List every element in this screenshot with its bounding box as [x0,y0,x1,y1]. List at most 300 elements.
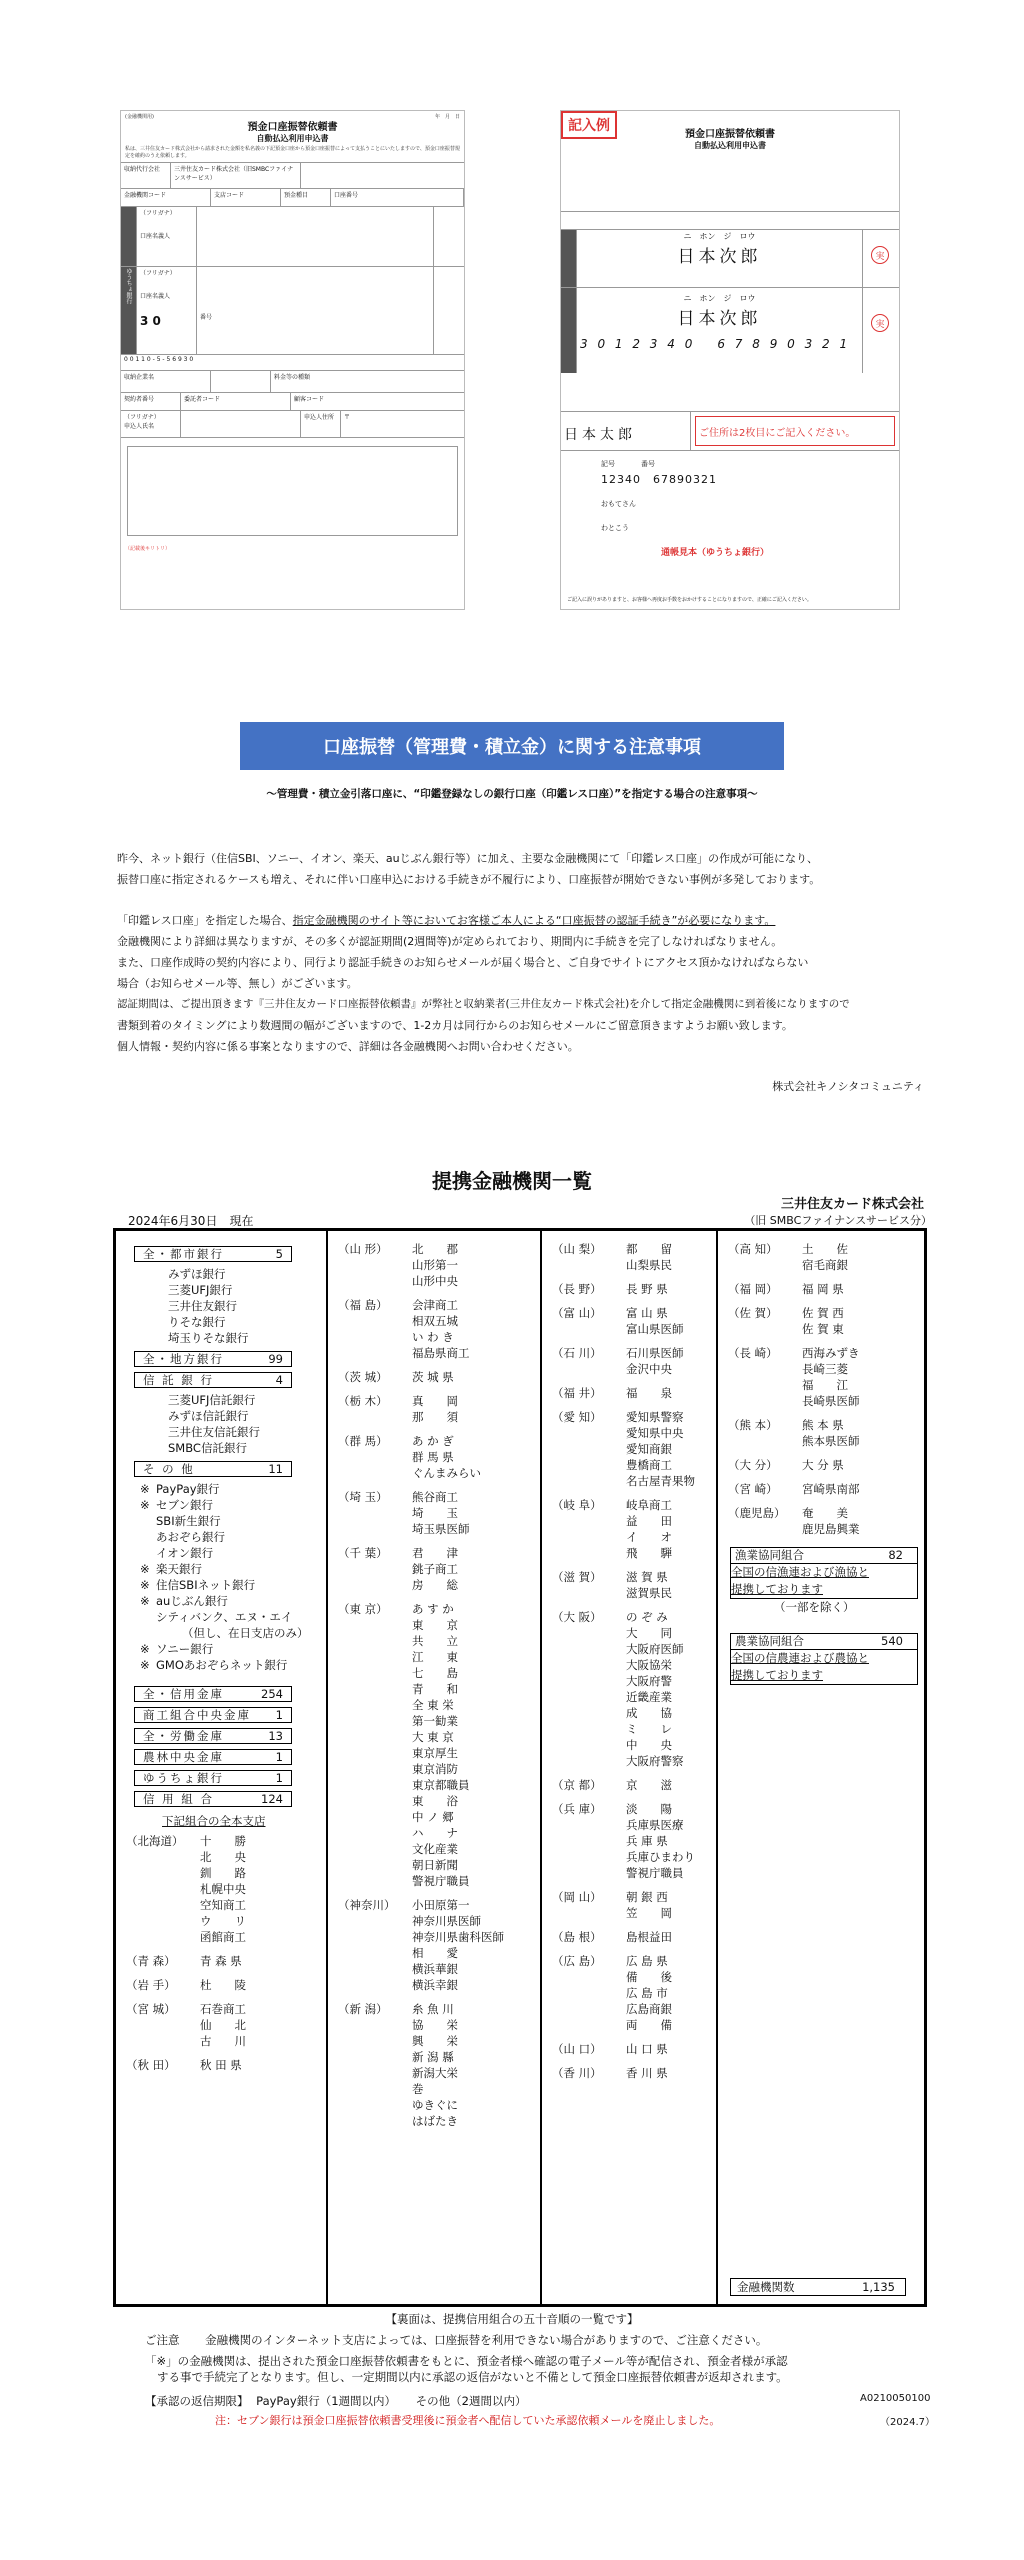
fishery-box-line: 全国の信漁連および漁協と [731,1565,869,1579]
list-item: 三菱UFJ信託銀行 [168,1393,256,1407]
institution-name: GMOあおぞらネット銀行 [156,1658,288,1672]
agri-box [730,1633,918,1685]
group-gap [328,1361,540,1369]
pref-group [328,1433,540,1481]
sample-title: 預金口座振替依頼書 [685,129,775,140]
institution-name: 住信SBIネット銀行 [156,1578,256,1592]
list-item [542,1441,716,1457]
pref-group [116,1977,326,1993]
pref-label [328,1945,412,1961]
institution-table [113,1228,927,2307]
notice-line-5: また、口座作成時の契約内容により、同行より認証手続きのお知らせメールが届く場合と、ご自身でサイトにアクセス頂かなければならない [117,956,809,969]
notice-line-3: 「印鑑レス口座」を指定した場合、指定金融機関のサイト等においてお客様ご本人による“口座振替の認証手続き”が必要になります。 [117,914,776,927]
pref-label [328,1329,412,1345]
list-item [328,1489,540,1505]
institution-name: イオン銀行 [156,1546,214,1560]
holder-label-2: 口座名義人 [140,293,171,300]
institution-name: 七 島 [412,1666,458,1680]
pref-label [328,1873,412,1889]
institution-name: 神奈川県医師 [412,1914,481,1928]
institution-name: 中 ノ 郷 [412,1810,454,1824]
rokin-box-count: 13 [268,1729,283,1743]
list-item [328,1577,540,1593]
group-gap [328,1385,540,1393]
sample-symbol: 3 0 1 2 3 4 0 [580,337,696,351]
institution-name: 広島商銀 [626,2002,672,2016]
list-item [328,1745,540,1761]
total-box [730,2278,906,2296]
pref-group [542,1241,716,1273]
pref-group [328,1297,540,1361]
institution-name: あ か ぎ [412,1434,454,1448]
group-gap [542,1601,716,1609]
kome-mark: ※ [140,1594,150,1608]
other-bank-box-label: そ の 他 [143,1462,195,1476]
pref-label [328,1313,412,1329]
pref-label [116,1849,200,1865]
pref-group [542,1385,716,1401]
direct-debit-form-blank [120,110,465,610]
list-item [542,1641,716,1657]
city-bank-box-label: 全・都市銀行 [143,1247,224,1261]
list-as-of: 2024年6月30日 現在 [128,1214,254,1228]
institution-name: 広 島 市 [626,1986,668,2000]
institution-name: 共 立 [412,1634,458,1648]
list-item [328,1409,540,1425]
pref-label: （長 崎） [728,1346,778,1360]
agri-box-count: 540 [881,1634,903,1648]
group-gap [542,1401,716,1409]
number-label: 番号 [200,314,213,321]
pref-label: （京 都） [552,1778,602,1792]
group-gap [328,1993,540,2001]
list-item [328,1505,540,1521]
pref-label: （栃 木） [338,1394,388,1408]
deadline-row [145,2393,745,2409]
pref-label [718,1361,802,1377]
pref-group [116,2057,326,2073]
institution-name: 富 山 県 [626,1306,668,1320]
list-item [542,1585,716,1601]
norin-box-count: 1 [275,1750,283,1764]
norin-box [134,1749,292,1765]
pref-label [328,2081,412,2097]
institution-name: はばたき [412,2114,458,2128]
list-item [542,1833,716,1849]
kome-mark: ※ [140,1562,150,1576]
client-code-label: 顧客コード [294,396,325,403]
list-item [542,1425,716,1441]
fishery-box-note: （一部を除く） [774,1600,855,1614]
group-gap [542,1769,716,1777]
institution-name: 横浜華銀 [412,1962,458,1976]
group-gap [542,2033,716,2041]
pref-label: （山 梨） [552,1242,602,1256]
kome-line-1: 「※」の金融機関は、提出された預金口座振替依頼書をもとに、預金者様へ確認の電子メール等が配信され、預金者様が承認 [145,2354,788,2368]
institution-name: 警視庁職員 [626,1866,684,1880]
pref-label: （長 野） [552,1282,602,1296]
list-item [542,1657,716,1673]
group-gap [542,1377,716,1385]
institution-name: 東京厚生 [412,1746,458,1760]
fishery-box-count: 82 [888,1548,903,1562]
pref-label: （東 京） [338,1602,388,1616]
institution-name: 愛知県中央 [626,1426,684,1440]
pref-group [542,1953,716,2033]
list-item [116,1561,326,1577]
pref-label [328,1793,412,1809]
pref-label [542,1673,626,1689]
list-item: みずほ信託銀行 [168,1409,249,1423]
total-label: 金融機関数 [737,2280,795,2294]
pref-label [328,1825,412,1841]
institution-name: 埼玉県医師 [412,1522,470,1536]
group-gap [542,1793,716,1801]
notice-line-7: 認証期間は、ご提出頂きます『三井住友カード口座振替依頼書』が弊社と収納業者(三井住友カード株式会社)を介して指定金融機関に到着後になりますので [117,998,850,1010]
table-column-4 [718,1231,924,2304]
list-item [116,1977,326,1993]
pref-group [328,1545,540,1593]
group-gap [116,1969,326,1977]
list-item [542,1801,716,1817]
list-item [328,2017,540,2033]
pref-label [718,1393,802,1409]
notice-company: 株式会社キノシタコミュニティ [772,1080,924,1093]
institution-name: 長 野 県 [626,1282,668,1296]
notice-line-8: 書類到着のタイミングにより数週間の幅がございますので、1-2カ月は同行からのお知らせメールにご留意頂きますようお願い致します。 [117,1019,793,1032]
pref-label: （石 川） [552,1346,602,1360]
list-item [542,1777,716,1793]
pref-group [718,1281,924,1297]
institution-name: 両 備 [626,2018,672,2032]
pref-group [542,1409,716,1489]
list-item [542,1817,716,1833]
institution-name: ゆきぐに [412,2098,458,2112]
list-item [328,2001,540,2017]
pref-label: （福 岡） [728,1282,778,1296]
pref-label [328,1465,412,1481]
institution-name: 江 東 [412,1650,458,1664]
pref-label: （山 口） [552,2042,602,2056]
group-gap [718,1409,924,1417]
pref-label [328,1961,412,1977]
pref-label: （岩 手） [126,1978,176,1992]
list-item [328,1617,540,1633]
pref-label [542,1457,626,1473]
institution-name: 東京消防 [412,1762,458,1776]
institution-name: 富山県医師 [626,1322,684,1336]
under-note: 【裏面は、提携信用組合の五十音順の一覧です】 [385,2312,639,2326]
list-item [542,1673,716,1689]
institution-name: 巻 [412,2082,424,2096]
institution-name: 神奈川県歯科医師 [412,1930,504,1944]
institution-name: 滋 賀 県 [626,1570,668,1584]
list-item [328,1465,540,1481]
list-item [116,2001,326,2017]
list-item [542,1529,716,1545]
red-note: 注：セブン銀行は預金口座振替依頼書受理後に預金者へ配信していた承認依頼メールを廃止しました。 [215,2414,721,2427]
institution-name: 備 後 [626,1970,672,1984]
list-item [116,1913,326,1929]
kome-mark: ※ [140,1578,150,1592]
list-item [116,1833,326,1849]
list-item [542,1905,716,1921]
shoko-box [134,1707,292,1723]
institution-name: 石巻商工 [200,2002,246,2016]
institution-name: PayPay銀行 [156,1482,220,1496]
institution-name: 福 泉 [626,1386,672,1400]
group-gap [718,1497,924,1505]
list-item [718,1481,924,1497]
institution-name: 大阪府警 [626,1674,672,1688]
pref-label [542,1969,626,1985]
shinkin-box [134,1686,292,1702]
group-gap [718,1273,924,1281]
other-bank-box [134,1461,292,1477]
group-gap [542,1273,716,1281]
institution-name: ハ ナ [412,1826,458,1840]
institution-name: 熊 本 県 [802,1418,844,1432]
pref-group [718,1417,924,1449]
pref-group [542,1345,716,1377]
list-item [328,1681,540,1697]
ura-label: わとこう [601,524,629,532]
pref-label [328,2097,412,2113]
institution-name: シティバンク、エヌ・エイ [156,1610,293,1624]
notice-line-4: 金融機関により詳細は異なりますが、その多くが認証期間(2週間等)が定められており、期間内に手続きを完了しなければなりません。 [117,935,783,948]
kome-mark: ※ [140,1482,150,1496]
record-number-label: 番号 [641,460,655,468]
record-value: 12340 67890321 [601,473,717,486]
list-item [718,1433,924,1449]
group-gap [718,1337,924,1345]
group-gap [542,1337,716,1345]
list-item [328,1241,540,1257]
pref-label: （香 川） [552,2066,602,2080]
pref-label [718,1257,802,1273]
notice-line-1: 昨今、ネット銀行（住信SBI、ソニー、イオン、楽天、auじぶん銀行等）に加え、主要な金融機関にて「印鑑レス口座」の作成が可能になり、 [117,852,818,865]
direct-debit-form-sample [560,110,900,610]
institution-name: ソニー銀行 [156,1642,214,1656]
norin-box-label: 農林中央金庫 [143,1750,224,1764]
total-count: 1,135 [862,2280,895,2294]
institution-name: 新潟大栄 [412,2066,458,2080]
list-item [328,1793,540,1809]
institution-name: 名古屋青果物 [626,1474,695,1488]
group-gap [718,1685,924,1693]
list-item [542,1361,716,1377]
pref-label: （熊 本） [728,1418,778,1432]
agri-box-label: 農業協同組合 [735,1634,804,1648]
list-item [718,1281,924,1297]
list-item [116,1929,326,1945]
list-item [542,1569,716,1585]
kome-note [145,2353,965,2385]
group-gap [542,1297,716,1305]
list-item [116,1577,326,1593]
holder-label: 口座名義人 [140,233,171,240]
list-item [116,1481,326,1497]
list-item [116,1641,326,1657]
pref-label: （広 島） [552,1954,602,1968]
institution-name: 朝日新聞 [412,1858,458,1872]
pref-label [116,1897,200,1913]
institution-name: 第一勧業 [412,1714,458,1728]
institution-name: 広 島 県 [626,1954,668,1968]
pref-label [328,1665,412,1681]
institution-name: 杜 陵 [200,1978,246,1992]
pref-group [718,1505,924,1537]
list-item [718,1321,924,1337]
institution-name: 山形中央 [412,1274,458,1288]
pref-label [542,1833,626,1849]
institution-name: 福 岡 県 [802,1282,844,1296]
institution-name: 東 浴 [412,1794,458,1808]
pref-label [328,1633,412,1649]
institution-name: 札幌中央 [200,1882,246,1896]
pref-label: （岡 山） [552,1890,602,1904]
sample-tag: 記入例 [561,111,617,139]
group-gap [328,1889,540,1897]
pref-label: （福 島） [338,1298,388,1312]
pref-group [542,1889,716,1921]
institution-name: 西海みずき [802,1346,860,1360]
institution-name: 熊本県医師 [802,1434,860,1448]
institution-name: 兵庫県医療 [626,1818,684,1832]
list-item [718,1417,924,1433]
list-item [718,1521,924,1537]
list-item [542,1953,716,1969]
list-item [328,1649,540,1665]
notice-line-6: 場合（お知らせメール等、無し）がございます。 [117,977,358,990]
fishery-box-line: 提携しております [731,1582,823,1596]
pref-group [718,1305,924,1337]
list-item [328,1697,540,1713]
group-gap [328,1537,540,1545]
list-item [116,2057,326,2073]
institution-name: 山梨県民 [626,1258,672,1272]
list-item [328,1713,540,1729]
pref-group [718,1481,924,1497]
institution-name: 鹿児島興業 [802,1522,860,1536]
pref-label [542,1441,626,1457]
receipt-number: 0 0 1 1 0 - 5 - 5 6 9 3 0 [124,356,194,363]
institution-name: 相双五城 [412,1314,458,1328]
institution-name: 那 須 [412,1410,458,1424]
regional-bank-box-label: 全・地方銀行 [143,1352,224,1366]
pref-label [328,1649,412,1665]
pref-label [328,2049,412,2065]
sample-holder-name: 日本次郎 [677,247,762,267]
pref-group [542,1569,716,1601]
form-footer: （記載後キリトリ） [125,546,171,552]
institution-name: 香 川 県 [626,2066,668,2080]
agri-box-line: 提携しております [731,1668,823,1682]
institution-name: ぐんまみらい [412,1466,481,1480]
institution-name: 群 馬 県 [412,1450,454,1464]
institution-name: 新 潟 縣 [412,2050,454,2064]
institution-name: 石川県医師 [626,1346,684,1360]
bank-code-label: 金融機関コード [121,189,211,206]
institution-name: 岐阜商工 [626,1498,672,1512]
list-item [328,2049,540,2065]
list-item [328,1841,540,1857]
doc-code: A0210050100 [860,2393,931,2404]
institution-name: 熊谷商工 [412,1490,458,1504]
institution-name: 銚子商工 [412,1562,458,1576]
holder-name-field[interactable] [197,207,434,266]
institution-name: 大阪府警察 [626,1754,684,1768]
regional-bank-box-count: 99 [268,1352,283,1366]
list-item [328,1961,540,1977]
institution-name: 房 総 [412,1578,458,1592]
institution-name: 横浜幸銀 [412,1978,458,1992]
institution-name: 全 東 栄 [412,1698,454,1712]
institution-name: 福 江 [802,1378,848,1392]
institution-name: の ぞ み [626,1610,668,1624]
group-gap [718,1537,924,1545]
pref-label [542,1905,626,1921]
list-item [116,1881,326,1897]
sample-holder-name-2: 日本次郎 [677,309,762,329]
list-item [328,1633,540,1649]
list-item [116,1865,326,1881]
pref-group [328,1489,540,1537]
institution-name: 島根益田 [626,1930,672,1944]
form-subtitle: 自動払込利用申込書 [256,134,329,143]
notice-intro [117,848,937,890]
pref-label [328,1977,412,1993]
list-issuer-sub: （旧 SMBCファイナンスサービス分） [744,1214,932,1227]
pref-label [328,1713,412,1729]
city-bank-box-count: 5 [275,1247,283,1261]
shinkumi-box-count: 124 [261,1792,283,1806]
institution-name: 楽天銀行 [156,1562,202,1576]
trust-bank-box-count: 4 [275,1373,283,1387]
rokin-box-label: 全・労働金庫 [143,1729,224,1743]
list-item [328,2081,540,2097]
account-number-label: 口座番号 [331,189,464,206]
pref-label [542,1817,626,1833]
list-item [542,1705,716,1721]
pref-label [328,1745,412,1761]
list-item [328,1393,540,1409]
list-item [328,1929,540,1945]
institution-name: 十 勝 [200,1834,246,1848]
kome-mark: ※ [140,1498,150,1512]
pref-label: （埼 玉） [338,1490,388,1504]
pref-label: （千 葉） [338,1546,388,1560]
list-item [542,1929,716,1945]
list-item [328,1601,540,1617]
pref-label [328,1913,412,1929]
notice-body [117,910,937,1057]
group-gap [328,2129,540,2137]
list-item [718,1377,924,1393]
list-item [542,1721,716,1737]
list-item [116,1529,326,1545]
shinkumi-box [134,1791,292,1807]
institution-name: 山 口 県 [626,2042,668,2056]
pref-label [542,1625,626,1641]
institution-name: （但し、在日支店のみ） [182,1626,309,1640]
list-item [116,1625,326,1641]
group-gap [116,1993,326,2001]
pref-label [328,1617,412,1633]
institution-name: 金沢中央 [626,1362,672,1376]
list-item [718,1345,924,1361]
list-item [328,1257,540,1273]
